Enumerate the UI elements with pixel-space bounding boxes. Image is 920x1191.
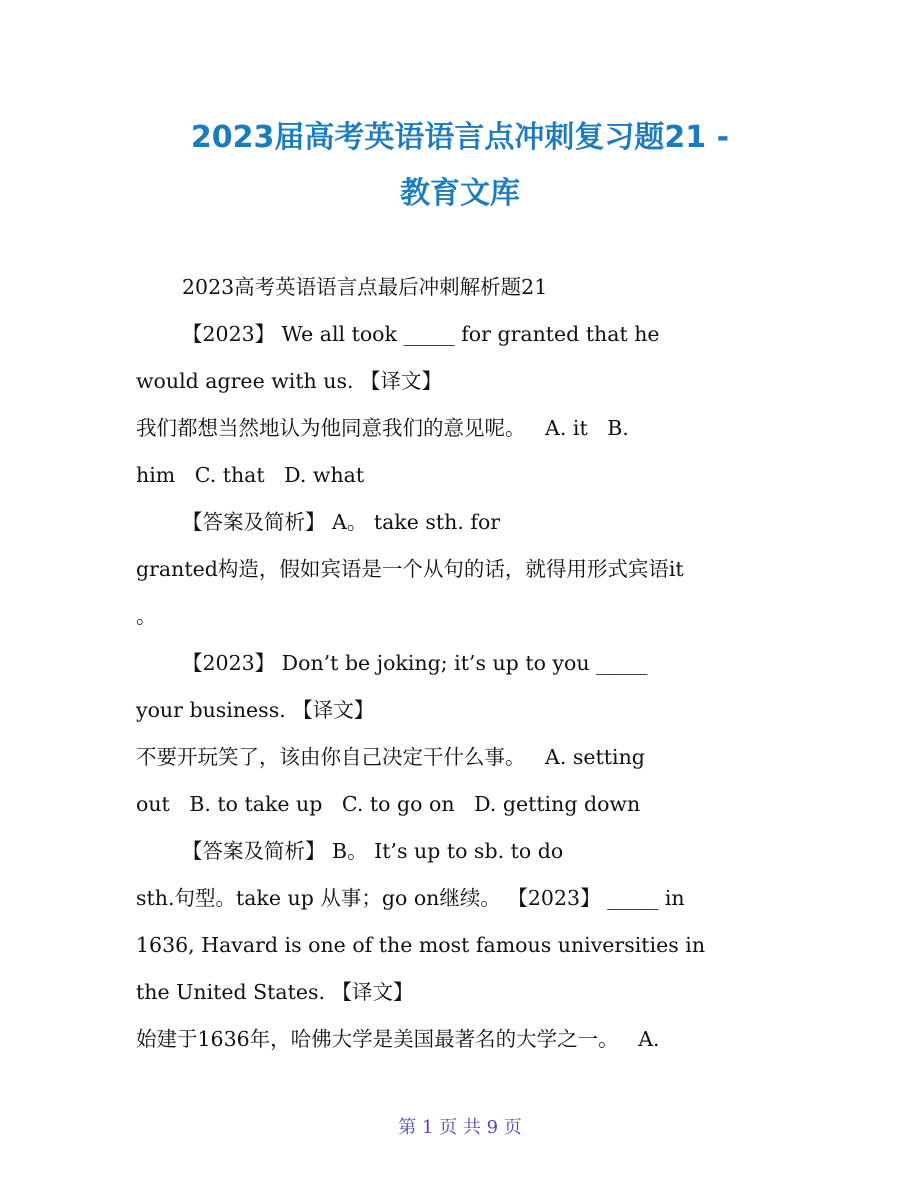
body-line-q2: 【2023】 Don’t be joking; it’s up to you _____ — [182, 651, 648, 675]
document-title-line-1: 2023届高考英语语言点冲刺复习题21 - — [190, 120, 730, 155]
body-line: him C. that D. what — [136, 463, 365, 487]
body-line: sth.句型。take up 从事；go on继续。 【2023】 _____ in — [136, 886, 685, 910]
body-line: would agree with us. 【译文】 — [136, 369, 443, 393]
body-line: 1636, Havard is one of the most famous universities in — [136, 933, 706, 957]
body-line: 。 — [136, 604, 157, 628]
body-line-heading: 2023高考英语语言点最后冲刺解析题21 — [182, 275, 548, 299]
body-line-answer-2: 【答案及简析】 B。 It’s up to sb. to do — [182, 839, 564, 863]
page-number-footer: 第 1 页 共 9 页 — [398, 1117, 522, 1138]
body-line: your business. 【译文】 — [136, 698, 375, 722]
body-line: the United States. 【译文】 — [136, 980, 414, 1004]
body-line: out B. to take up C. to go on D. getting down — [136, 792, 641, 816]
body-line-answer-1: 【答案及简析】 A。 take sth. for — [182, 510, 501, 534]
document-title-line-2: 教育文库 — [400, 176, 520, 211]
body-line: 不要开玩笑了，该由你自己决定干什么事。 A. setting — [136, 745, 645, 769]
body-line: 我们都想当然地认为他同意我们的意见呢。 A. it B. — [136, 416, 629, 440]
body-line-q1: 【2023】 We all took _____ for granted that he — [182, 322, 660, 346]
body-line: 始建于1636年，哈佛大学是美国最著名的大学之一。 A. — [136, 1027, 660, 1051]
body-line: granted构造，假如宾语是一个从句的话，就得用形式宾语it — [136, 557, 684, 581]
